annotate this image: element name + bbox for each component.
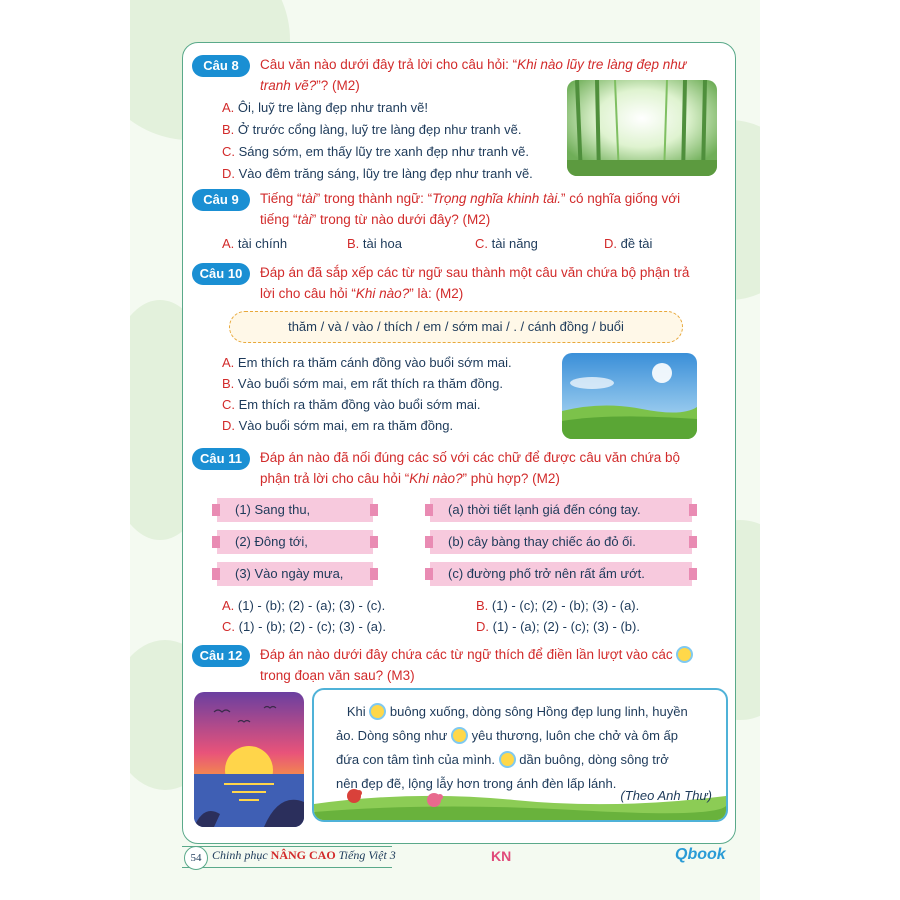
question-8-prompt: Câu văn nào dưới đây trả lời cho câu hỏi: “Khi nào lũy tre làng đẹp như tranh vẽ?”? (M2) (260, 57, 687, 93)
question-9-prompt: Tiếng “tài” trong thành ngữ: “Trọng nghĩa khinh tài.” có nghĩa giống với tiếng “tài” trong từ nào dưới đây? (M2) (260, 191, 681, 227)
question-12-prompt: Đáp án nào dưới đây chứa các từ ngữ thích để điền lần lượt vào các trong đoạn văn sau? (M3) (260, 644, 730, 686)
q9-option-d[interactable]: D. đề tài (604, 236, 653, 251)
match-left-3: (3) Vào ngày mưa, (217, 562, 373, 586)
page-number: 54 (184, 846, 208, 870)
question-10-prompt: Đáp án đã sắp xếp các từ ngữ sau thành một câu văn chứa bộ phận trả lời cho câu hỏi “Khi nào?” là: (M2) (260, 265, 690, 301)
q10-option-a[interactable]: A. Em thích ra thăm cánh đồng vào buổi sớm mai. (222, 355, 512, 370)
match-right-a: (a) thời tiết lạnh giá đến cóng tay. (430, 498, 692, 522)
q8-option-b[interactable]: B. Ở trước cổng làng, luỹ tre làng đẹp như tranh vẽ. (222, 122, 522, 137)
q10-option-d[interactable]: D. Vào buổi sớm mai, em ra thăm đồng. (222, 418, 454, 433)
passage-source: (Theo Anh Thư) (620, 788, 712, 803)
q11-option-d[interactable]: D. (1) - (a); (2) - (c); (3) - (b). (476, 619, 640, 634)
bamboo-forest-image (567, 80, 717, 176)
match-right-c: (c) đường phố trở nên rất ẩm ướt. (430, 562, 692, 586)
q10-option-c[interactable]: C. Em thích ra thăm đồng vào buổi sớm mai. (222, 397, 481, 412)
match-left-1: (1) Sang thu, (217, 498, 373, 522)
match-left-2: (2) Đông tới, (217, 530, 373, 554)
question-10-badge: Câu 10 (192, 263, 250, 285)
passage-text: Khi buông xuống, dòng sông Hồng đẹp lung linh, huyền ảo. Dòng sông như yêu thương, luôn che chở và ôm ấp đứa con tâm tình của mình. dần buông, dòng sông trở nên đẹp đẽ, lộng lẫy hơn trong ánh đèn lấp lánh. (336, 704, 688, 791)
flower-blank-icon (678, 648, 691, 661)
flower-blank-icon (453, 729, 466, 742)
word-bank: thăm / và / vào / thích / em / sớm mai / . / cánh đồng / buổi (229, 311, 683, 343)
q10-option-b[interactable]: B. Vào buổi sớm mai, em rất thích ra thăm đồng. (222, 376, 503, 391)
question-9-badge: Câu 9 (192, 189, 250, 211)
q11-option-c[interactable]: C. (1) - (b); (2) - (c); (3) - (a). (222, 619, 386, 634)
q9-option-a[interactable]: A. tài chính (222, 236, 288, 251)
q8-option-d[interactable]: D. Vào đêm trăng sáng, lũy tre làng đẹp như tranh vẽ. (222, 166, 533, 181)
q9-option-c[interactable]: C. tài năng (475, 236, 538, 251)
sunset-image (194, 692, 304, 827)
qbook-logo: Qbook (675, 846, 726, 863)
question-8-badge: Câu 8 (192, 55, 250, 77)
flower-blank-icon (501, 753, 514, 766)
question-11-prompt: Đáp án nào đã nối đúng các số với các chữ để được câu văn chứa bộ phận trả lời cho câu hỏi “Khi nào?” phù hợp? (M2) (260, 450, 681, 486)
question-12-badge: Câu 12 (192, 645, 250, 667)
reading-passage (312, 688, 728, 822)
q11-option-b[interactable]: B. (1) - (c); (2) - (b); (3) - (a). (476, 598, 640, 613)
publisher-logo: KN (491, 848, 512, 864)
flower-blank-icon (371, 705, 384, 718)
q8-option-a[interactable]: A. Ôi, luỹ tre làng đẹp như tranh vẽ! (222, 100, 429, 115)
book-title: Chinh phục NÂNG CAO Tiếng Việt 3 (212, 848, 396, 862)
match-right-b: (b) cây bàng thay chiếc áo đỏ ối. (430, 530, 692, 554)
q8-option-c[interactable]: C. Sáng sớm, em thấy lũy tre xanh đẹp như tranh vẽ. (222, 144, 530, 159)
q9-option-b[interactable]: B. tài hoa (347, 236, 402, 251)
meadow-image (562, 353, 697, 439)
question-11-badge: Câu 11 (192, 448, 250, 470)
q11-option-a[interactable]: A. (1) - (b); (2) - (a); (3) - (c). (222, 598, 386, 613)
